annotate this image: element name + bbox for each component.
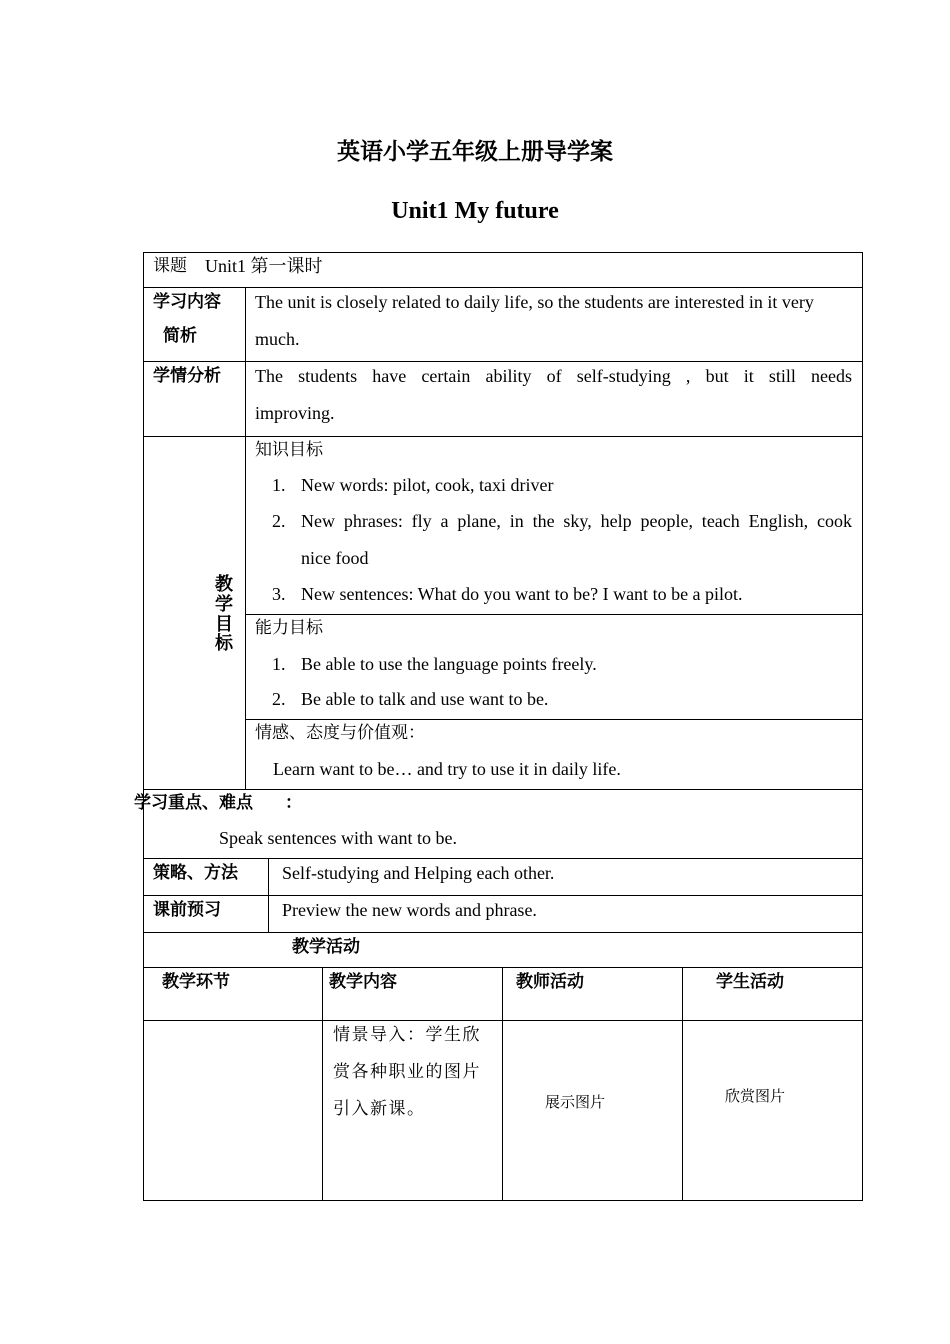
row-divider — [143, 361, 863, 362]
column-divider — [682, 967, 683, 1200]
teaching-goals-label: 标 — [215, 633, 233, 654]
activity-content-line: 情景导入：学生欣 — [333, 1025, 481, 1045]
teaching-goals-label: 目 — [215, 614, 233, 635]
row-divider — [143, 895, 863, 896]
content-analysis-label: 学习内容 — [153, 292, 221, 312]
list-item: Be able to talk and use want to be. — [301, 689, 549, 709]
row-divider — [143, 436, 863, 437]
key-points-text: Speak sentences with want to be. — [219, 828, 457, 848]
activities-header-content: 教学内容 — [329, 972, 397, 992]
row-divider — [143, 967, 863, 968]
activities-title: 教学活动 — [292, 937, 360, 957]
ability-goals-heading: 能力目标 — [255, 618, 323, 638]
column-divider — [245, 287, 246, 789]
row-divider — [245, 719, 863, 720]
teaching-goals-label: 教 — [215, 574, 233, 595]
list-number: 2. — [272, 689, 286, 709]
activities-header-student: 学生活动 — [716, 972, 784, 992]
column-divider — [322, 967, 323, 1200]
emotion-goals-heading: 情感、态度与价值观： — [255, 723, 425, 743]
document-title: 英语小学五年级上册导学案 — [337, 139, 613, 165]
key-points-colon: ： — [285, 793, 302, 813]
list-item: New words: pilot, cook, taxi driver — [301, 475, 554, 495]
list-number: 1. — [272, 475, 286, 495]
list-item: New sentences: What do you want to be? I want to be a pilot. — [301, 584, 743, 604]
topic-label: 课题 — [153, 256, 187, 276]
table-border — [143, 252, 144, 1201]
activity-student: 欣赏图片 — [725, 1087, 786, 1105]
activity-content-line: 引入新课。 — [333, 1099, 426, 1119]
list-number: 2. — [272, 511, 286, 531]
learner-analysis-text: The students have certain ability of self-studying , but it still needs — [255, 366, 852, 386]
content-analysis-label: 简析 — [163, 326, 197, 346]
row-divider — [143, 287, 863, 288]
column-divider — [502, 967, 503, 1200]
topic-value: Unit1 第一课时 — [205, 256, 323, 276]
row-divider — [143, 789, 863, 790]
row-divider — [245, 614, 863, 615]
content-analysis-text: much. — [255, 329, 300, 349]
activity-content-line: 赏各种职业的图片 — [333, 1062, 481, 1082]
activities-header-stage: 教学环节 — [162, 972, 230, 992]
emotion-goals-text: Learn want to be… and try to use it in daily life. — [273, 759, 621, 779]
learner-analysis-text: improving. — [255, 403, 335, 423]
strategy-label: 策略、方法 — [153, 863, 238, 883]
activities-header-teacher: 教师活动 — [516, 972, 584, 992]
key-points-label: 学习重点、难点 — [134, 793, 253, 813]
table-border — [143, 252, 863, 253]
strategy-text: Self-studying and Helping each other. — [282, 863, 555, 883]
row-divider — [143, 932, 863, 933]
column-divider — [268, 858, 269, 932]
row-divider — [143, 858, 863, 859]
row-divider — [143, 1020, 863, 1021]
content-analysis-text: The unit is closely related to daily life, so the students are interested in it very — [255, 292, 814, 312]
preview-text: Preview the new words and phrase. — [282, 900, 537, 920]
learner-analysis-label: 学情分析 — [153, 366, 221, 386]
list-number: 3. — [272, 584, 286, 604]
activity-teacher: 展示图片 — [545, 1093, 606, 1111]
list-item-continuation: nice food — [301, 548, 369, 568]
list-item: New phrases: fly a plane, in the sky, help people, teach English, cook — [301, 511, 852, 531]
unit-title: Unit1 My future — [391, 198, 559, 224]
knowledge-goals-heading: 知识目标 — [255, 440, 323, 460]
list-number: 1. — [272, 654, 286, 674]
preview-label: 课前预习 — [153, 900, 221, 920]
teaching-goals-label: 学 — [215, 594, 233, 615]
table-border — [862, 252, 863, 1201]
list-item: Be able to use the language points freely. — [301, 654, 597, 674]
table-border — [143, 1200, 863, 1201]
